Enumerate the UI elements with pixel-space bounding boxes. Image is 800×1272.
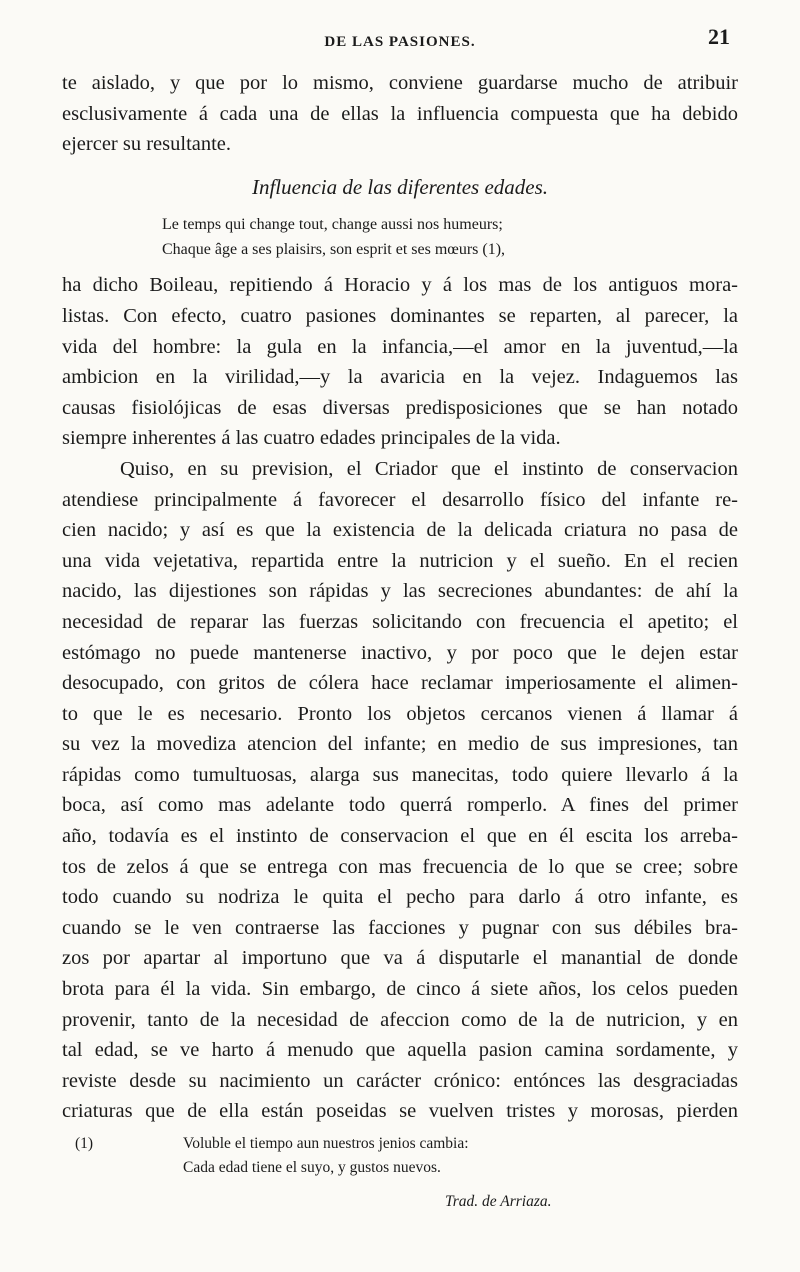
text-line: boca, así como mas adelante todo querrá romperlo. A fines del primer	[62, 794, 738, 817]
paragraph-2	[62, 270, 738, 454]
text-line: zos por apartar al importuno que va á disputarle el manantial de donde	[62, 947, 738, 970]
text-line: te aislado, y que por lo mismo, conviene guardarse mucho de atribuir	[62, 72, 738, 94]
footnote-marker: (1)	[75, 1135, 94, 1152]
text-line: brota para él la vida. Sin embargo, de cinco á siete años, los celos pueden	[62, 978, 738, 1001]
footnote	[75, 1132, 735, 1214]
text-line: tos de zelos á que se entrega con mas frecuencia de lo que se cree; sobre	[62, 855, 738, 878]
text-line: ejercer su resultante.	[62, 133, 232, 156]
epigraph	[162, 212, 722, 262]
paragraph-1	[62, 68, 738, 160]
text-line: atendiese principalmente á favorecer el desarrollo físico del infante re-	[62, 488, 738, 511]
text-line: criaturas que de ella están poseidas se vuelven tristes y morosas, pierden	[62, 1100, 738, 1123]
text-line: desocupado, con gritos de cólera hace reclamar imperiosamente el alimen-	[62, 672, 738, 695]
paragraph-3	[62, 454, 738, 1127]
text-line: su vez la movediza atencion del infante; en medio de sus impresiones, tan	[62, 733, 738, 756]
text-line: siempre inherentes á las cuatro edades principales de la vida.	[62, 427, 561, 450]
text-line: ambicion en la virilidad,—y la avaricia en la vejez. Indaguemos las	[62, 366, 738, 389]
text-line: listas. Con efecto, cuatro pasiones dominantes se reparten, al parecer, la	[62, 304, 738, 327]
text-line: vida del hombre: la gula en la infancia,—el amor en la juventud,—la	[62, 335, 738, 358]
text-line: esclusivamente á cada una de ellas la influencia compuesta que ha debido	[62, 102, 738, 125]
text-line: necesidad de reparar las fuerzas solicitando con frecuencia el apetito; el	[62, 610, 738, 633]
body-text	[62, 68, 738, 1127]
text-line: reviste desde su nacimiento un carácter crónico: entónces las desgraciadas	[62, 1069, 738, 1092]
text-line: rápidas como tumultuosas, alarga sus manecitas, todo quiere llevarlo á la	[62, 763, 738, 786]
footnote-credit: Trad. de Arriaza.	[445, 1193, 552, 1210]
footnote-line: Voluble el tiempo aun nuestros jenios cambia:	[183, 1135, 469, 1152]
text-line: cuando se le ven contraerse las facciones y pugnar con sus débiles bra-	[62, 916, 738, 939]
footnote-line: Cada edad tiene el suyo, y gustos nuevos.	[183, 1159, 441, 1176]
text-line: to que le es necesario. Pronto los objetos cercanos vienen á llamar á	[62, 702, 738, 725]
text-line: nacido, las dijestiones son rápidas y las secreciones abundantes: de ahí la	[62, 580, 738, 603]
running-title: DE LAS PASIONES.	[324, 34, 476, 50]
text-line: provenir, tanto de la necesidad de afeccion como de la de nutricion, y en	[62, 1008, 738, 1031]
section-title: Influencia de las diferentes edades.	[251, 174, 549, 199]
text-line: una vida vejetativa, repartida entre la nutricion y el sueño. En el recien	[62, 549, 738, 572]
text-line: año, todavía es el instinto de conservacion el que en él escita los arreba-	[62, 825, 738, 848]
epigraph-line: Chaque âge a ses plaisirs, son esprit et ses mœurs (1),	[162, 241, 506, 259]
epigraph-line: Le temps qui change tout, change aussi nos humeurs;	[162, 216, 503, 234]
text-line: tal edad, se ve harto á menudo que aquella pasion camina sordamente, y	[62, 1039, 738, 1062]
text-line: cien nacido; y así es que la existencia de la delicada criatura no pasa de	[62, 519, 738, 542]
page-number: 21	[708, 24, 730, 49]
text-line: causas fisiolójicas de esas diversas predisposiciones que se han notado	[62, 396, 738, 419]
text-line: Quiso, en su prevision, el Criador que el instinto de conservacion	[120, 457, 738, 480]
text-line: estómago no puede mantenerse inactivo, y por poco que le dejen estar	[62, 641, 738, 664]
text-line: todo cuando su nodriza le quita el pecho para darlo á otro infante, es	[62, 886, 738, 909]
page-header	[60, 24, 740, 64]
text-line: ha dicho Boileau, repitiendo á Horacio y á los mas de los antiguos mora-	[62, 274, 738, 297]
